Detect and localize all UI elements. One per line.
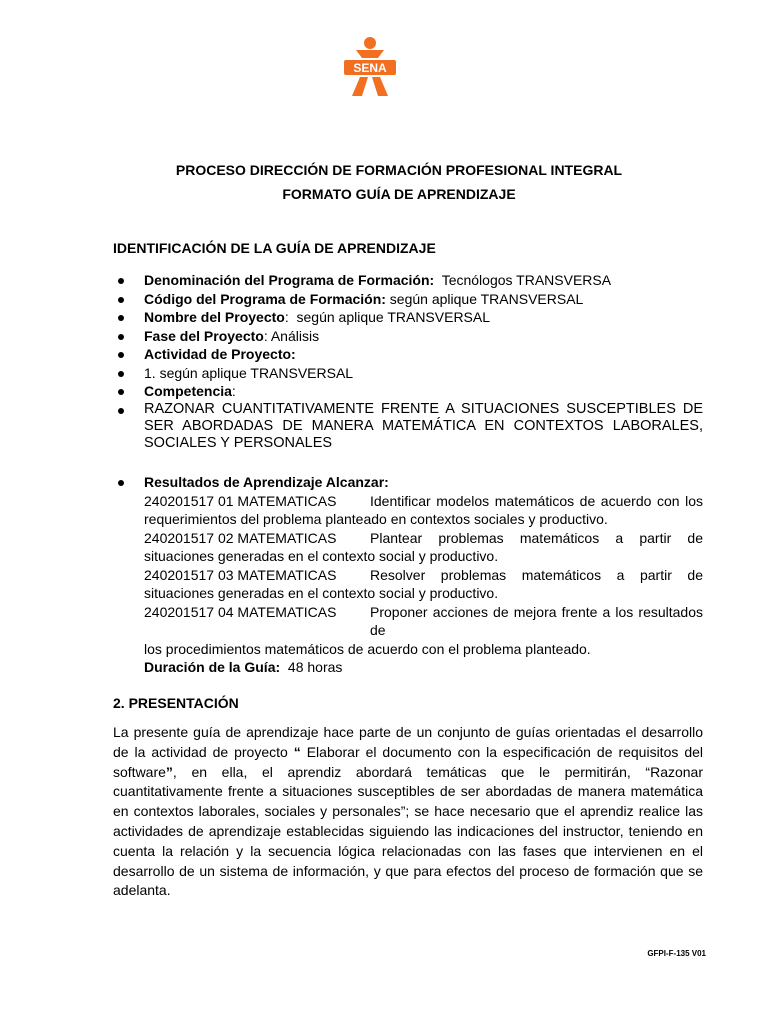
result-item [113,492,703,529]
bullet-icon [118,315,124,321]
activity-name: Elaborar el documento con la especificación de requisitos del software [113,743,703,780]
paragraph-text: La presente guía de aprendizaje hace parte de un conjunto de guías orientadas el desarrollo de la actividad de proyecto [113,724,703,760]
bullet-icon [118,278,124,284]
list-item [113,364,703,383]
result-item [113,603,703,659]
item-value: : según aplique TRANSVERSAL [284,309,491,325]
result-text-continued: los procedimientos matemáticos de acuerdo con el problema planteado. [144,640,591,657]
presentation-paragraph [113,723,703,901]
list-item [113,401,703,452]
result-text-continued: situaciones generadas en el contexto social y productivo. [144,585,499,601]
list-item [113,290,703,309]
guide-duration [113,658,703,677]
item-label: Competencia [144,383,232,399]
item-value: según aplique TRANSVERSAL [385,290,584,307]
bullet-icon [118,480,124,486]
sena-logo [338,36,402,104]
presentation-heading: 2. PRESENTACIÓN [113,695,239,711]
learning-results [113,473,703,677]
result-code: 240201517 02 MATEMATICAS [144,529,337,546]
document-title: PROCESO DIRECCIÓN DE FORMACIÓN PROFESIONAL INTEGRAL [175,162,623,178]
bullet-icon [118,389,124,395]
document-subtitle: FORMATO GUÍA DE APRENDIZAJE [282,186,516,202]
results-label: Resultados de Aprendizaje Alcanzar: [144,474,389,490]
bullet-icon [118,408,124,414]
result-text: Proponer acciones de mejora frente a los resultados de [370,603,703,638]
paragraph-text: , en ella, el aprendiz abordará temáticas que le permitirán, “Razonar cuantitativamente frente a situaciones susceptibles de ser abordadas de manera matemática en contextos laborales, sociales y personales”; se hace necesario que el aprendiz realice las actividades de aprendizaje establecidas siguiendo las indicaciones del instructor, teniendo en cuenta la relación y la secuencia lógica relacionadas con las fases que intervienen en el desarrollo de un sistema de información, y que para efectos del proceso de formación que se adelanta. [113,763,703,899]
item-label: Denominación del Programa de Formación: [144,272,435,288]
result-text-continued: situaciones generadas en el contexto social y productivo. [144,548,499,564]
result-code: 240201517 01 MATEMATICAS [144,492,337,509]
identification-list [113,271,703,452]
bullet-icon [118,352,124,358]
identification-heading: IDENTIFICACIÓN DE LA GUÍA DE APRENDIZAJE [113,240,436,256]
result-code: 240201517 04 MATEMATICAS [144,603,337,620]
list-item [113,382,703,401]
results-heading-item [113,473,703,492]
bullet-icon [118,334,124,340]
item-label: Actividad de Proyecto: [144,346,296,362]
result-text: Resolver problemas matemáticos a partir de [370,566,703,583]
quote-close: ” [165,763,173,780]
competence-text: RAZONAR CUANTITATIVAMENTE FRENTE A SITUACIONES SUSCEPTIBLES DE SER ABORDADAS DE MANERA MATEMÁTICA EN CONTEXTOS LABORALES, SOCIALES Y PERSONALES [144,400,703,451]
footer-code: GFPI-F-135 V01 [647,949,706,958]
duration-value: 48 horas [280,659,343,675]
result-item [113,566,703,603]
list-item [113,345,703,364]
item-label: Fase del Proyecto [144,327,264,344]
item-value: : [231,383,236,399]
item-value: : Análisis [263,327,320,344]
list-item [113,327,703,346]
list-item [113,308,703,327]
item-label: Nombre del Proyecto [144,309,285,325]
result-item [113,529,703,566]
sena-logo-text: SENA [353,61,387,75]
list-item [113,271,703,290]
item-value: Tecnólogos TRANSVERSA [434,272,612,288]
bullet-icon [118,371,124,377]
result-code: 240201517 03 MATEMATICAS [144,566,337,583]
quote-open: “ [293,743,301,760]
duration-label: Duración de la Guía: [144,659,281,675]
result-text: Plantear problemas matemáticos a partir de [370,529,703,546]
result-text-continued: requerimientos del problema planteado en contextos sociales y productivo. [144,511,608,527]
bullet-icon [118,297,124,303]
item-label: Código del Programa de Formación: [144,290,386,307]
result-text: Identificar modelos matemáticos de acuerdo con los [370,492,703,509]
item-value: 1. según aplique TRANSVERSAL [144,364,354,381]
